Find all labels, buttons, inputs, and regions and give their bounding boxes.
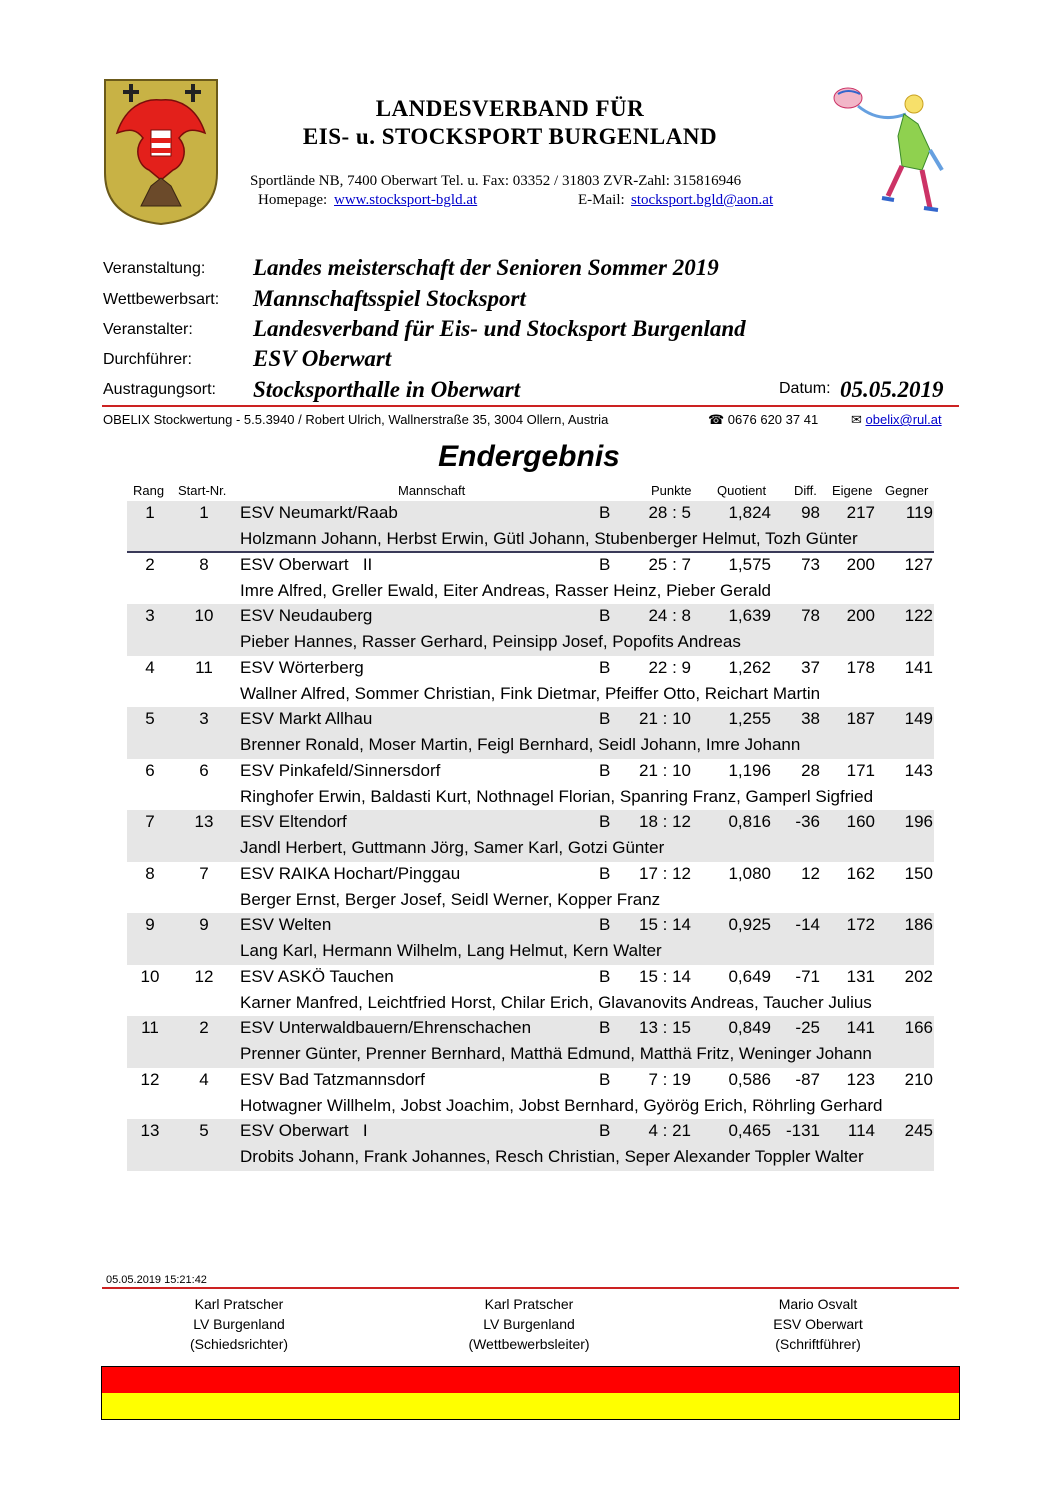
- class-cell: B: [599, 503, 611, 522]
- diff-cell: 38: [801, 709, 820, 728]
- diff-cell: -87: [795, 1069, 820, 1089]
- team-cell: ESV RAIKA Hochart/Pinggau: [240, 863, 461, 883]
- opp-cell: 150: [904, 863, 933, 883]
- durchfuehrer-label: Durchführer:: [103, 351, 192, 368]
- rang-cell: 10: [140, 966, 160, 986]
- rang-cell: 2: [145, 554, 155, 574]
- rang-cell: 13: [140, 1121, 160, 1140]
- col-header-points: Punkte: [651, 483, 692, 498]
- wettbewerbsart-label: Wettbewerbsart:: [103, 291, 220, 308]
- team-cell: ESV Neumarkt/Raab: [240, 503, 398, 522]
- phone-number: ☎ 0676 620 37 41: [708, 412, 819, 427]
- flag-red-stripe: [102, 1367, 959, 1393]
- players-cell: Berger Ernst, Berger Josef, Seidl Werner, Kopper Franz: [240, 889, 661, 909]
- signature-role: (Schriftführer): [775, 1336, 861, 1352]
- start-cell: 3: [199, 709, 209, 728]
- burgenland-flag: [101, 1366, 960, 1420]
- rang-cell: 1: [145, 503, 155, 522]
- mail-icon: ✉: [851, 412, 862, 427]
- diff-cell: -25: [795, 1018, 820, 1037]
- class-cell: B: [599, 1121, 611, 1140]
- contact-mail: [851, 412, 942, 428]
- start-cell: 1: [199, 503, 209, 522]
- class-cell: B: [599, 915, 611, 934]
- quotient-cell: 0,816: [728, 812, 771, 831]
- rang-cell: 3: [145, 606, 155, 625]
- opp-cell: 166: [904, 1018, 933, 1037]
- opp-cell: 245: [904, 1121, 933, 1140]
- col-header-opp: Gegner: [885, 483, 929, 498]
- signature-schiedsrichter: [129, 1294, 349, 1354]
- start-cell: 8: [199, 554, 209, 574]
- signature-role: (Schiedsrichter): [189, 1336, 289, 1352]
- austragungsort-value: Stocksporthalle in Oberwart: [253, 377, 521, 402]
- points-cell: 15 : 14: [639, 915, 691, 934]
- players-cell: Karner Manfred, Leichtfried Horst, Chilar Erich, Glavanovits Andreas, Taucher Julius: [240, 992, 872, 1012]
- table-row: [127, 1068, 934, 1120]
- rang-cell: 6: [145, 760, 155, 780]
- rang-cell: 11: [141, 1018, 159, 1037]
- table-row: [127, 553, 934, 605]
- veranstaltung-value: Landes meisterschaft der Senioren Sommer 2019: [253, 255, 719, 280]
- players-cell: Jandl Herbert, Guttmann Jörg, Samer Karl, Gotzi Günter: [240, 838, 665, 857]
- class-cell: B: [599, 554, 611, 574]
- quotient-cell: 0,649: [728, 966, 771, 986]
- quotient-cell: 0,586: [728, 1069, 771, 1089]
- footer-divider: [102, 1287, 959, 1289]
- points-cell: 7 : 19: [648, 1069, 691, 1089]
- signature-org: ESV Oberwart: [773, 1316, 863, 1332]
- points-cell: 28 : 5: [648, 503, 691, 522]
- players-cell: Holzmann Johann, Herbst Erwin, Gütl Johann, Stubenberger Helmut, Tozh Günter: [240, 529, 858, 548]
- table-row: [127, 913, 934, 965]
- rang-cell: 7: [145, 812, 155, 831]
- signature-wettbewerbsleiter: [419, 1294, 639, 1354]
- opp-cell: 202: [904, 966, 933, 986]
- opp-cell: 186: [904, 915, 933, 934]
- points-cell: 21 : 10: [639, 709, 691, 728]
- col-header-team: Mannschaft: [398, 483, 466, 498]
- class-cell: B: [599, 1018, 611, 1037]
- points-cell: 13 : 15: [639, 1018, 691, 1037]
- quotient-cell: 0,925: [728, 915, 771, 934]
- org-address: Sportlände NB, 7400 Oberwart Tel. u. Fax: 03352 / 31803 ZVR-Zahl: 315816946: [250, 173, 742, 189]
- page-title: Endergebnis: [438, 440, 620, 473]
- rang-cell: 9: [145, 915, 155, 934]
- datum-label: Datum:: [779, 380, 831, 397]
- opp-cell: 141: [904, 657, 933, 677]
- own-cell: 200: [846, 606, 875, 625]
- signature-name: Karl Pratscher: [194, 1296, 284, 1312]
- own-cell: 123: [846, 1069, 875, 1089]
- team-cell: ESV Neudauberg: [240, 606, 373, 625]
- own-cell: 162: [846, 863, 875, 883]
- players-cell: Brenner Ronald, Moser Martin, Feigl Bernhard, Seidl Johann, Imre Johann: [240, 735, 801, 754]
- team-cell: ESV ASKÖ Tauchen: [240, 966, 394, 986]
- quotient-cell: 1,824: [728, 503, 771, 522]
- class-cell: B: [599, 966, 611, 986]
- org-homepage-label: Homepage:: [258, 192, 328, 208]
- class-cell: B: [599, 709, 611, 728]
- class-cell: B: [599, 657, 611, 677]
- org-email-label: E-Mail:: [578, 192, 625, 208]
- team-cell: ESV Wörterberg: [240, 657, 364, 677]
- players-cell: Prenner Günter, Prenner Bernhard, Matthä Edmund, Matthä Fritz, Weninger Johann: [240, 1044, 872, 1063]
- players-cell: Drobits Johann, Frank Johannes, Resch Christian, Seper Alexander Toppler Walter: [240, 1147, 864, 1166]
- opp-cell: 122: [904, 606, 933, 625]
- quotient-cell: 1,080: [728, 863, 771, 883]
- opp-cell: 149: [904, 709, 933, 728]
- opp-cell: 196: [904, 812, 933, 831]
- points-cell: 22 : 9: [648, 657, 691, 677]
- results-table: [127, 501, 934, 1171]
- class-cell: B: [599, 606, 611, 625]
- col-header-own: Eigene: [832, 483, 873, 498]
- signature-role: (Wettbewerbsleiter): [468, 1336, 590, 1352]
- table-row: [127, 656, 934, 708]
- quotient-cell: 1,255: [728, 709, 771, 728]
- table-row: [127, 759, 934, 811]
- diff-cell: -71: [795, 966, 820, 986]
- points-cell: 17 : 12: [639, 863, 691, 883]
- quotient-cell: 0,465: [728, 1121, 771, 1140]
- class-cell: B: [599, 760, 611, 780]
- col-header-quotient: Quotient: [717, 483, 767, 498]
- table-row: [127, 1119, 934, 1171]
- players-cell: Ringhofer Erwin, Baldasti Kurt, Nothnagel Florian, Spanring Franz, Gamperl Sigfried: [240, 786, 874, 806]
- signature-name: Karl Pratscher: [484, 1296, 574, 1312]
- rang-cell: 8: [145, 863, 155, 883]
- team-cell: ESV Markt Allhau: [240, 709, 373, 728]
- austragungsort-label: Austragungsort:: [103, 381, 216, 398]
- print-timestamp: 05.05.2019 15:21:42: [106, 1274, 207, 1286]
- diff-cell: 37: [801, 657, 820, 677]
- quotient-cell: 1,575: [728, 554, 771, 574]
- signature-schriftfuehrer: [708, 1294, 928, 1354]
- col-header-start: Start-Nr.: [178, 483, 227, 498]
- veranstalter-label: Veranstalter:: [103, 321, 193, 338]
- own-cell: 114: [847, 1121, 875, 1140]
- rang-cell: 12: [140, 1069, 160, 1089]
- table-row: [127, 1016, 934, 1068]
- opp-cell: 119: [905, 503, 933, 522]
- players-cell: Wallner Alfred, Sommer Christian, Fink Dietmar, Pfeiffer Otto, Reichart Martin: [240, 683, 821, 703]
- own-cell: 178: [846, 657, 875, 677]
- start-cell: 9: [199, 915, 209, 934]
- team-cell: ESV Oberwart II: [240, 554, 373, 574]
- own-cell: 217: [846, 503, 875, 522]
- col-header-diff: Diff.: [794, 483, 817, 498]
- signature-org: LV Burgenland: [193, 1316, 285, 1332]
- players-cell: Lang Karl, Hermann Wilhelm, Lang Helmut, Kern Walter: [240, 941, 662, 960]
- diff-cell: -36: [795, 812, 820, 831]
- start-cell: 6: [199, 760, 209, 780]
- veranstalter-value: Landesverband für Eis- und Stocksport Burgenland: [253, 316, 746, 341]
- own-cell: 187: [846, 709, 875, 728]
- org-title-line1: LANDESVERBAND FÜR: [375, 96, 645, 121]
- points-cell: 24 : 8: [648, 606, 691, 625]
- start-cell: 4: [199, 1069, 209, 1089]
- start-cell: 7: [199, 863, 209, 883]
- homepage-link[interactable]: www.stocksport-bgld.at: [334, 192, 478, 208]
- col-header-rang: Rang: [133, 483, 165, 498]
- header-divider: [102, 405, 959, 407]
- players-cell: Imre Alfred, Greller Ewald, Eiter Andreas, Rasser Heinz, Pieber Gerald: [240, 580, 771, 600]
- diff-cell: -14: [795, 915, 820, 934]
- signature-org: LV Burgenland: [483, 1316, 575, 1332]
- durchfuehrer-value: ESV Oberwart: [253, 346, 392, 371]
- opp-cell: 127: [904, 554, 933, 574]
- coat-of-arms-icon: [103, 78, 219, 226]
- team-cell: ESV Eltendorf: [240, 812, 347, 831]
- start-cell: 2: [199, 1018, 209, 1037]
- wettbewerbsart-value: Mannschaftsspiel Stocksport: [253, 286, 526, 311]
- points-cell: 4 : 21: [648, 1121, 691, 1140]
- stocksport-player-icon: [818, 80, 958, 220]
- diff-cell: 28: [801, 760, 820, 780]
- own-cell: 141: [846, 1018, 875, 1037]
- team-cell: ESV Welten: [240, 915, 332, 934]
- start-cell: 13: [194, 812, 214, 831]
- email-link[interactable]: stocksport.bgld@aon.at: [631, 192, 774, 208]
- points-cell: 15 : 14: [639, 966, 691, 986]
- diff-cell: 12: [801, 863, 820, 883]
- table-row: [127, 862, 934, 914]
- diff-cell: 98: [801, 503, 820, 522]
- software-credit: OBELIX Stockwertung - 5.5.3940 / Robert Ulrich, Wallnerstraße 35, 3004 Ollern, Austria: [103, 412, 609, 427]
- points-cell: 18 : 12: [639, 812, 691, 831]
- class-cell: B: [599, 863, 611, 883]
- quotient-cell: 1,196: [728, 760, 771, 780]
- quotient-cell: 1,639: [728, 606, 771, 625]
- start-cell: 5: [199, 1121, 209, 1140]
- quotient-cell: 1,262: [728, 657, 771, 677]
- org-title-line2: EIS- u. STOCKSPORT BURGENLAND: [302, 124, 718, 149]
- datum-value: 05.05.2019: [840, 377, 944, 402]
- diff-cell: -131: [785, 1121, 820, 1140]
- rang-cell: 4: [145, 657, 155, 677]
- table-row: [127, 810, 934, 862]
- team-cell: ESV Pinkafeld/Sinnersdorf: [240, 760, 441, 780]
- quotient-cell: 0,849: [728, 1018, 771, 1037]
- opp-cell: 143: [904, 760, 933, 780]
- class-cell: B: [599, 1069, 611, 1089]
- own-cell: 171: [846, 760, 875, 780]
- table-row: [127, 965, 934, 1017]
- table-row: [127, 501, 934, 553]
- team-cell: ESV Bad Tatzmannsdorf: [240, 1069, 425, 1089]
- table-row: [127, 604, 934, 656]
- players-cell: Pieber Hannes, Rasser Gerhard, Peinsipp Josef, Popofits Andreas: [240, 632, 741, 651]
- diff-cell: 78: [801, 606, 820, 625]
- players-cell: Hotwagner Willhelm, Jobst Joachim, Jobst Bernhard, Györög Erich, Röhrling Gerhard: [240, 1095, 883, 1115]
- team-cell: ESV Unterwaldbauern/Ehrenschachen: [240, 1018, 532, 1037]
- start-cell: 11: [195, 657, 213, 677]
- own-cell: 172: [846, 915, 875, 934]
- own-cell: 131: [846, 966, 875, 986]
- start-cell: 10: [194, 606, 214, 625]
- signature-name: Mario Osvalt: [778, 1296, 858, 1312]
- table-row: [127, 707, 934, 759]
- start-cell: 12: [194, 966, 214, 986]
- points-cell: 25 : 7: [648, 554, 691, 574]
- veranstaltung-label: Veranstaltung:: [103, 260, 206, 277]
- diff-cell: 73: [801, 554, 820, 574]
- points-cell: 21 : 10: [639, 760, 691, 780]
- obelix-email-link[interactable]: obelix@rul.at: [865, 412, 942, 427]
- opp-cell: 210: [904, 1069, 933, 1089]
- class-cell: B: [599, 812, 611, 831]
- team-cell: ESV Oberwart I: [240, 1121, 368, 1140]
- rang-cell: 5: [145, 709, 155, 728]
- flag-yellow-stripe: [102, 1393, 959, 1419]
- own-cell: 200: [846, 554, 875, 574]
- own-cell: 160: [846, 812, 875, 831]
